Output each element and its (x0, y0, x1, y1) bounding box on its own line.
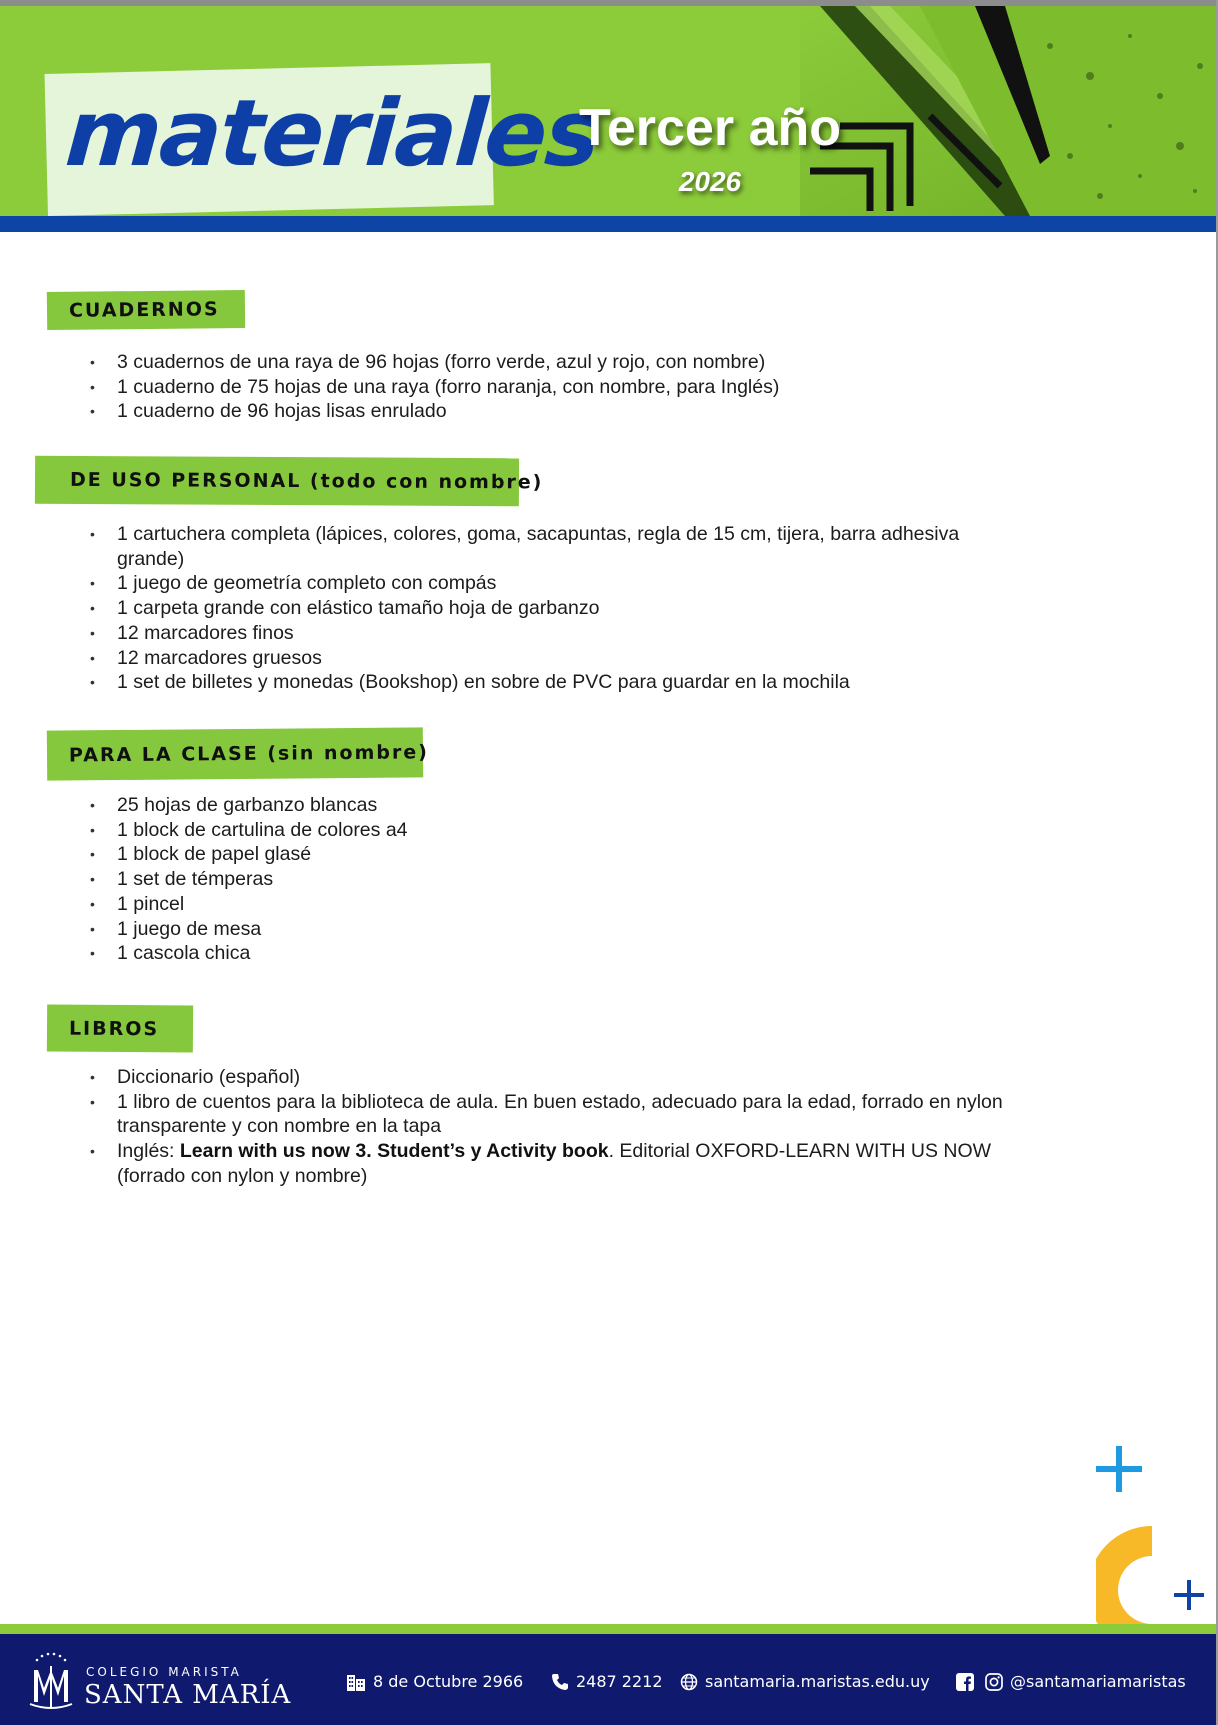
list-item: • 1 set de billetes y monedas (Bookshop) en sobre de PVC para guardar en la mochila (90, 670, 1030, 695)
header-blue-stripe (0, 216, 1216, 232)
list-item: • 1 cartuchera completa (lápices, colores, goma, sacapuntas, regla de 15 cm, tijera, barra adhesiva grande) (90, 522, 1030, 571)
list-item: • 1 block de papel glasé (90, 842, 408, 867)
list-item: • Diccionario (español) (90, 1065, 1050, 1090)
section-label-cuadernos: CUADERNOS (47, 290, 245, 330)
school-supplies-photo (800, 6, 1216, 216)
phone-icon (551, 1673, 569, 1691)
section-label-para-la-clase: PARA LA CLASE (sin nombre) (47, 727, 423, 780)
brand-word: materiales (62, 80, 602, 187)
social-handle: @santamariamaristas (956, 1672, 1186, 1691)
footer (0, 1634, 1216, 1725)
list-item: • 1 libro de cuentos para la biblioteca de aula. En buen estado, adecuado para la edad, forrado en nylon transparente y con nombre en la tapa (90, 1090, 1050, 1139)
list-item: • 1 block de cartulina de colores a4 (90, 818, 408, 843)
page-title: Tercer año (578, 99, 842, 157)
globe-icon (680, 1673, 698, 1691)
plus-decoration-small (1174, 1580, 1204, 1610)
instagram-icon (985, 1673, 1003, 1691)
address: 8 de Octubre 2966 (346, 1672, 523, 1691)
list-item: • 1 cuaderno de 75 hojas de una raya (forro naranja, con nombre, para Inglés) (90, 375, 779, 400)
list-item: • 1 juego de geometría completo con compás (90, 571, 1030, 596)
list-para-la-clase (90, 793, 408, 966)
section-label-libros: LIBROS (47, 1004, 193, 1052)
list-item: • 1 pincel (90, 892, 408, 917)
list-item-ingles-book: • Inglés: Learn with us now 3. Student’s y Activity book. Editorial OXFORD-LEARN WITH US NOW (forrado con nylon y nombre) (90, 1139, 1050, 1188)
list-libros (90, 1065, 1050, 1189)
plus-decoration-large (1096, 1446, 1142, 1492)
footer-green-stripe (0, 1624, 1216, 1634)
phone: 2487 2212 (551, 1672, 663, 1691)
building-icon (346, 1673, 366, 1691)
list-item: • 1 set de témperas (90, 867, 408, 892)
section-label-uso-personal: DE USO PERSONAL (todo con nombre) (35, 456, 519, 507)
page-year: 2026 (678, 166, 742, 197)
list-item: • 1 carpeta grande con elástico tamaño hoja de garbanzo (90, 596, 1030, 621)
facebook-icon (956, 1673, 974, 1691)
list-cuadernos (90, 350, 779, 424)
website: santamaria.maristas.edu.uy (680, 1672, 930, 1691)
logo-text-small: COLEGIO MARISTA (86, 1665, 242, 1679)
list-item: • 25 hojas de garbanzo blancas (90, 793, 408, 818)
logo-text-large: SANTA MARÍA (84, 1680, 292, 1710)
list-item: • 3 cuadernos de una raya de 96 hojas (forro verde, azul y rojo, con nombre) (90, 350, 779, 375)
list-uso-personal (90, 522, 1030, 695)
list-item: • 1 juego de mesa (90, 917, 408, 942)
list-item: • 12 marcadores gruesos (90, 646, 1030, 671)
list-item: • 12 marcadores finos (90, 621, 1030, 646)
list-item: • 1 cascola chica (90, 941, 408, 966)
list-item: • 1 cuaderno de 96 hojas lisas enrulado (90, 399, 779, 424)
school-logo-icon (28, 1652, 74, 1710)
header-banner (0, 0, 1216, 234)
